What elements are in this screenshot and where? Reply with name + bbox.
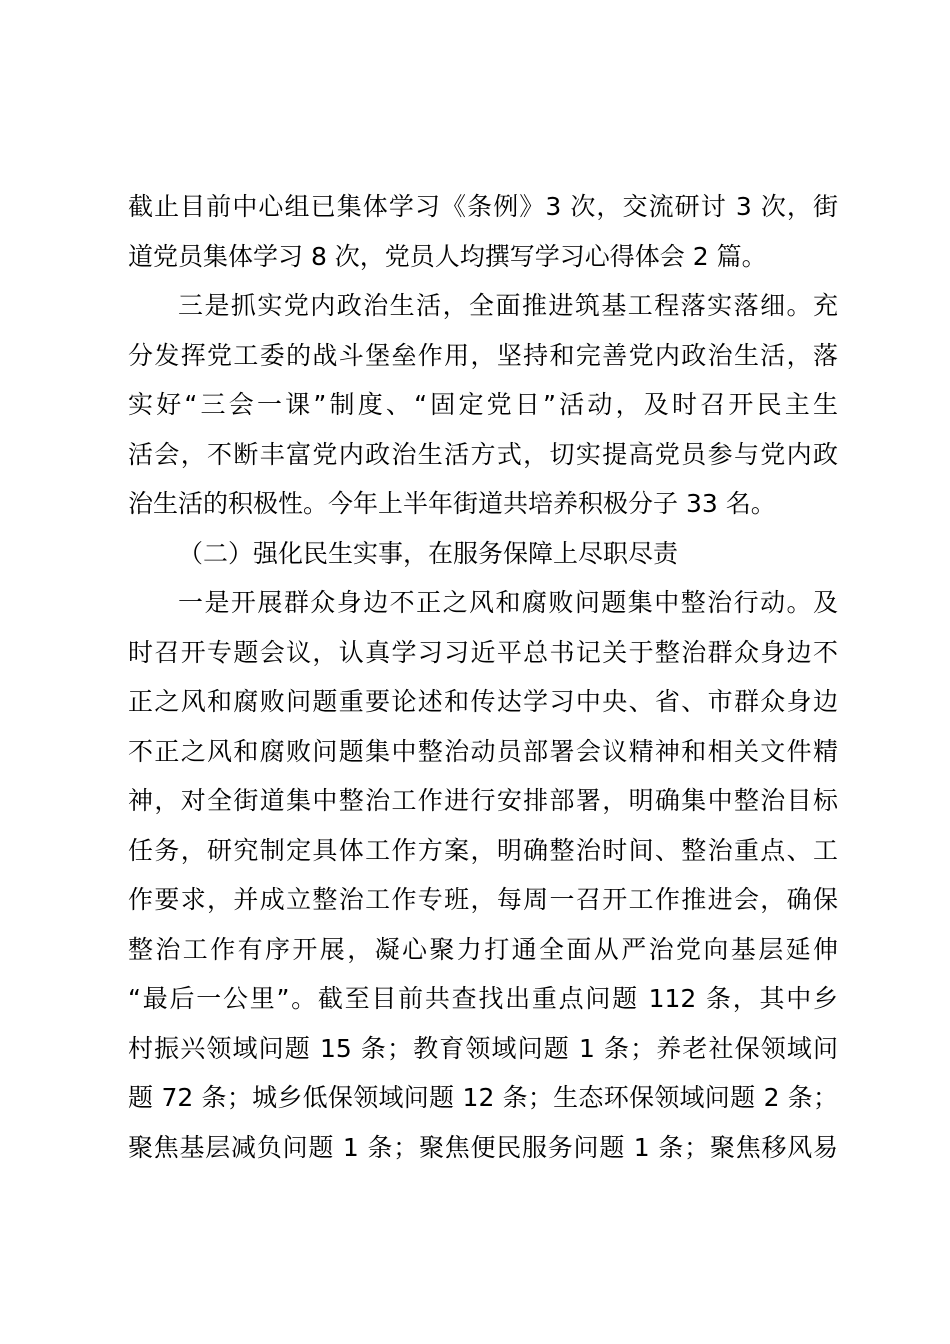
body-text: [128, 182, 838, 1172]
text-line: 实好“三会一课”制度、“固定党日”活动，及时召开民主生: [128, 390, 838, 419]
text-line: 村振兴领域问题 15 条；教育领域问题 1 条；养老社保领域问: [128, 1033, 838, 1063]
section-heading: （二）强化民生实事，在服务保障上尽职尽责: [178, 538, 679, 568]
text-line: 不正之风和腐败问题集中整治动员部署会议精神和相关文件精: [128, 736, 838, 766]
text-line: 神，对全街道集中整治工作进行安排部署，明确集中整治目标: [128, 786, 838, 815]
text-line: 道党员集体学习 8 次，党员人均撰写学习心得体会 2 篇。: [128, 241, 767, 271]
paragraph-start-line: 一是开展群众身边不正之风和腐败问题集中整治行动。及: [178, 588, 838, 617]
text-line: 治生活的积极性。今年上半年街道共培养积极分子 33 名。: [128, 489, 776, 518]
text-line: 任务，研究制定具体工作方案，明确整治时间、整治重点、工: [128, 835, 838, 865]
text-line: 截止目前中心组已集体学习《条例》3 次，交流研讨 3 次，街: [128, 192, 838, 221]
text-line: “最后一公里”。截至目前共查找出重点问题 112 条，其中乡: [128, 984, 838, 1013]
text-line: 整治工作有序开展，凝心聚力打通全面从严治党向基层延伸: [128, 934, 838, 964]
paragraph-start-line: 三是抓实党内政治生活，全面推进筑基工程落实落细。充: [178, 291, 838, 320]
text-line: 时召开专题会议，认真学习习近平总书记关于整治群众身边不: [128, 637, 838, 667]
text-line: 作要求，并成立整治工作专班，每周一召开工作推进会，确保: [128, 885, 838, 914]
text-line: 聚焦基层减负问题 1 条；聚焦便民服务问题 1 条；聚焦移风易: [128, 1132, 838, 1162]
text-line: 正之风和腐败问题重要论述和传达学习中央、省、市群众身边: [128, 687, 838, 716]
text-line: 活会，不断丰富党内政治生活方式，切实提高党员参与党内政: [128, 439, 838, 469]
text-line: 题 72 条；城乡低保领域问题 12 条；生态环保领域问题 2 条；: [128, 1083, 838, 1112]
text-line: 分发挥党工委的战斗堡垒作用，坚持和完善党内政治生活，落: [128, 340, 838, 370]
